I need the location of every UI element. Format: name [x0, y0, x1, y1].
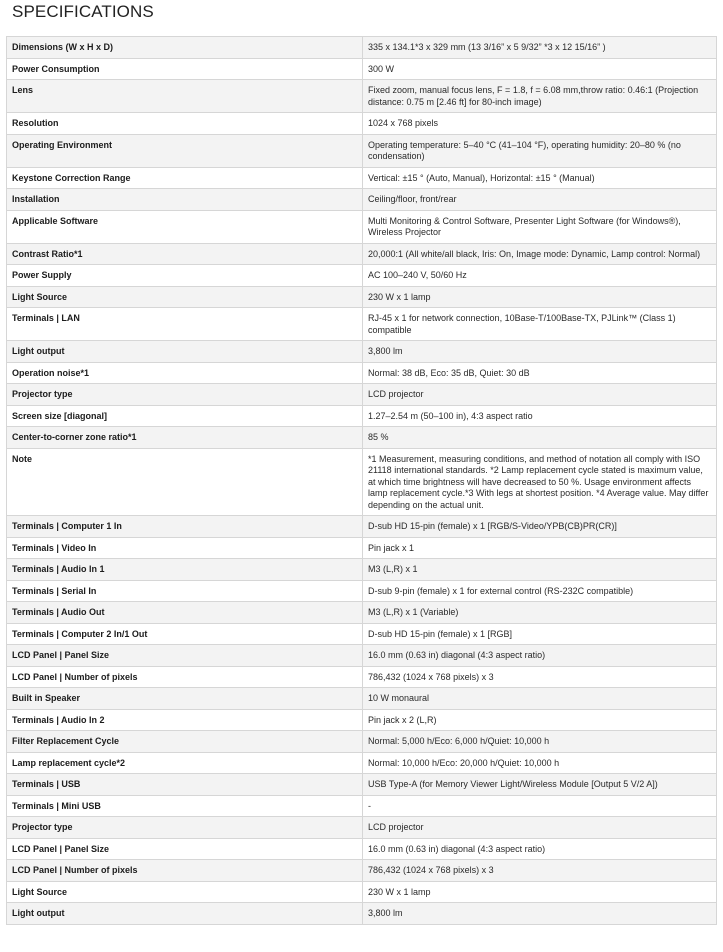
- spec-label: Terminals | Computer 2 In/1 Out: [7, 623, 363, 645]
- table-row: [7, 167, 717, 189]
- spec-label: Built in Speaker: [7, 688, 363, 710]
- spec-label: Terminals | Video In: [7, 537, 363, 559]
- table-row: [7, 384, 717, 406]
- spec-label: Light Source: [7, 881, 363, 903]
- spec-value: USB Type-A (for Memory Viewer Light/Wireless Module [Output 5 V/2 A]): [363, 774, 717, 796]
- spec-value: Ceiling/floor, front/rear: [363, 189, 717, 211]
- table-row: [7, 537, 717, 559]
- spec-value: Vertical: ±15 ° (Auto, Manual), Horizontal: ±15 ° (Manual): [363, 167, 717, 189]
- spec-value: 85 %: [363, 427, 717, 449]
- spec-value: Pin jack x 1: [363, 537, 717, 559]
- spec-value: Pin jack x 2 (L,R): [363, 709, 717, 731]
- spec-label: Center-to-corner zone ratio*1: [7, 427, 363, 449]
- table-row: [7, 37, 717, 59]
- spec-value: Multi Monitoring & Control Software, Presenter Light Software (for Windows®), Wireless Projector: [363, 210, 717, 243]
- table-row: [7, 752, 717, 774]
- spec-label: Projector type: [7, 817, 363, 839]
- page-title: SPECIFICATIONS: [12, 2, 154, 21]
- spec-value: -: [363, 795, 717, 817]
- spec-label: Dimensions (W x H x D): [7, 37, 363, 59]
- table-row: [7, 774, 717, 796]
- spec-label: Power Consumption: [7, 58, 363, 80]
- spec-label: Terminals | Computer 1 In: [7, 516, 363, 538]
- table-row: [7, 559, 717, 581]
- spec-value: RJ-45 x 1 for network connection, 10Base-T/100Base-TX, PJLink™ (Class 1) compatible: [363, 308, 717, 341]
- spec-value: D-sub 9-pin (female) x 1 for external control (RS-232C compatible): [363, 580, 717, 602]
- spec-value: Normal: 10,000 h/Eco: 20,000 h/Quiet: 10,000 h: [363, 752, 717, 774]
- spec-value: Normal: 38 dB, Eco: 35 dB, Quiet: 30 dB: [363, 362, 717, 384]
- spec-label: Screen size [diagonal]: [7, 405, 363, 427]
- table-row: [7, 903, 717, 925]
- spec-label: Filter Replacement Cycle: [7, 731, 363, 753]
- spec-label: Terminals | Serial In: [7, 580, 363, 602]
- spec-value: 230 W x 1 lamp: [363, 881, 717, 903]
- table-row: [7, 189, 717, 211]
- table-row: [7, 623, 717, 645]
- spec-label: Terminals | USB: [7, 774, 363, 796]
- spec-value: 300 W: [363, 58, 717, 80]
- spec-value: 3,800 lm: [363, 341, 717, 363]
- spec-value: Operating temperature: 5–40 °C (41–104 °F), operating humidity: 20–80 % (no condensation): [363, 134, 717, 167]
- spec-value: M3 (L,R) x 1 (Variable): [363, 602, 717, 624]
- spec-label: Contrast Ratio*1: [7, 243, 363, 265]
- spec-label: Resolution: [7, 113, 363, 135]
- spec-value: M3 (L,R) x 1: [363, 559, 717, 581]
- table-row: [7, 602, 717, 624]
- table-row: [7, 362, 717, 384]
- table-row: [7, 134, 717, 167]
- spec-value: D-sub HD 15-pin (female) x 1 [RGB/S-Video/YPB(CB)PR(CR)]: [363, 516, 717, 538]
- table-row: [7, 58, 717, 80]
- spec-label: Lens: [7, 80, 363, 113]
- table-row: [7, 308, 717, 341]
- spec-value: 3,800 lm: [363, 903, 717, 925]
- spec-label: Terminals | Audio Out: [7, 602, 363, 624]
- spec-value: LCD projector: [363, 817, 717, 839]
- spec-value: Normal: 5,000 h/Eco: 6,000 h/Quiet: 10,000 h: [363, 731, 717, 753]
- table-row: [7, 286, 717, 308]
- spec-value: 1024 x 768 pixels: [363, 113, 717, 135]
- spec-value: D-sub HD 15-pin (female) x 1 [RGB]: [363, 623, 717, 645]
- spec-label: Terminals | Audio In 2: [7, 709, 363, 731]
- table-row: [7, 580, 717, 602]
- spec-label: Terminals | Audio In 1: [7, 559, 363, 581]
- spec-label: Operation noise*1: [7, 362, 363, 384]
- table-row: [7, 666, 717, 688]
- spec-label: Power Supply: [7, 265, 363, 287]
- spec-value: 230 W x 1 lamp: [363, 286, 717, 308]
- spec-value: Fixed zoom, manual focus lens, F = 1.8, f = 6.08 mm,throw ratio: 0.46:1 (Projection distance: 0.75 m [2.46 ft] for 80-inch image): [363, 80, 717, 113]
- spec-label: Light Source: [7, 286, 363, 308]
- table-row: [7, 210, 717, 243]
- spec-label: LCD Panel | Number of pixels: [7, 860, 363, 882]
- spec-label: Note: [7, 448, 363, 516]
- spec-value: 335 x 134.1*3 x 329 mm (13 3/16” x 5 9/32” *3 x 12 15/16” ): [363, 37, 717, 59]
- table-row: [7, 688, 717, 710]
- spec-label: Lamp replacement cycle*2: [7, 752, 363, 774]
- spec-value: 786,432 (1024 x 768 pixels) x 3: [363, 666, 717, 688]
- spec-label: LCD Panel | Panel Size: [7, 838, 363, 860]
- spec-label: Light output: [7, 903, 363, 925]
- spec-value: LCD projector: [363, 384, 717, 406]
- table-row: [7, 243, 717, 265]
- spec-label: Applicable Software: [7, 210, 363, 243]
- spec-label: Installation: [7, 189, 363, 211]
- table-row: [7, 341, 717, 363]
- spec-value: 786,432 (1024 x 768 pixels) x 3: [363, 860, 717, 882]
- spec-label: LCD Panel | Panel Size: [7, 645, 363, 667]
- spec-value: 16.0 mm (0.63 in) diagonal (4:3 aspect ratio): [363, 645, 717, 667]
- spec-value: 16.0 mm (0.63 in) diagonal (4:3 aspect ratio): [363, 838, 717, 860]
- table-row: [7, 427, 717, 449]
- spec-value: 1.27–2.54 m (50–100 in), 4:3 aspect ratio: [363, 405, 717, 427]
- spec-value: *1 Measurement, measuring conditions, and method of notation all comply with ISO 21118 international standards. *2 Lamp replacement cycle stated is maximum value, at which time brightness will have decreased to 50 %. Usage environment affects lamp replacement cycle.*3 With legs at shortest position. *4 Average value. May differ depending on the actual unit.: [363, 448, 717, 516]
- spec-label: Keystone Correction Range: [7, 167, 363, 189]
- spec-value: AC 100–240 V, 50/60 Hz: [363, 265, 717, 287]
- spec-label: Projector type: [7, 384, 363, 406]
- spec-label: LCD Panel | Number of pixels: [7, 666, 363, 688]
- table-row: [7, 860, 717, 882]
- table-row: [7, 838, 717, 860]
- spec-label: Operating Environment: [7, 134, 363, 167]
- spec-value: 10 W monaural: [363, 688, 717, 710]
- table-row: [7, 881, 717, 903]
- table-row: [7, 731, 717, 753]
- table-row: [7, 405, 717, 427]
- table-row: [7, 709, 717, 731]
- table-row: [7, 265, 717, 287]
- specifications-table-body: [7, 37, 717, 925]
- table-row: [7, 645, 717, 667]
- spec-label: Terminals | Mini USB: [7, 795, 363, 817]
- table-row: [7, 80, 717, 113]
- table-row: [7, 448, 717, 516]
- table-row: [7, 113, 717, 135]
- table-row: [7, 516, 717, 538]
- spec-label: Terminals | LAN: [7, 308, 363, 341]
- spec-value: 20,000:1 (All white/all black, Iris: On, Image mode: Dynamic, Lamp control: Normal): [363, 243, 717, 265]
- specifications-table: [6, 36, 717, 925]
- spec-label: Light output: [7, 341, 363, 363]
- table-row: [7, 795, 717, 817]
- table-row: [7, 817, 717, 839]
